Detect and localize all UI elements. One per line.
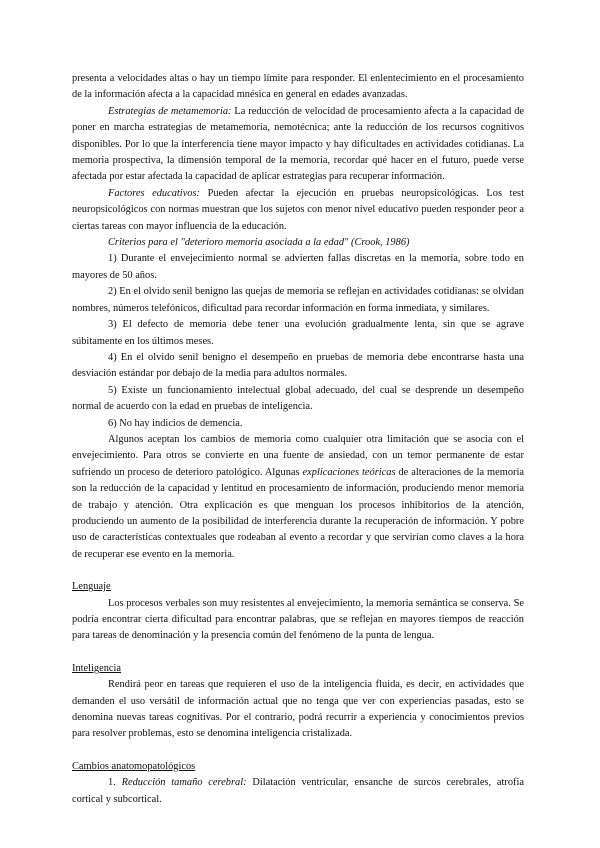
paragraph-lenguaje: Los procesos verbales son muy resistentes al envejecimiento, la memoria semántica se conserva. Se podría encontrar cierta dificultad para encontrar palabras, que se reflejan en mayores tiempos de reacción para tareas de denominación y la presencia común del fenómeno de la punta de lengua. bbox=[72, 597, 524, 642]
criterio-item: 3) El defecto de memoria debe tener una evolución gradualmente lenta, sin que se agrave súbitamente en los últimos meses. bbox=[72, 319, 524, 347]
heading-inteligencia: Inteligencia bbox=[72, 662, 122, 674]
factores-educativos-term: Factores educativos: bbox=[108, 187, 201, 199]
paragraph-cambios bbox=[72, 775, 524, 808]
cambios-text: Dilatación ventricular, ensanche de surcos cerebrales, atrofia cortical y subcortical. bbox=[72, 777, 524, 805]
metamemoria-text: La reducción de velocidad de procesamiento afecta a la capacidad de poner en marcha estrategias de metamemoria, nemotécnica; ante la reducción de los recursos cognitivos disponibles. Por lo que la interferencia tiene mayor impacto y hay dificultades en actividades cotidianas. La memoria prospectiva, la dimensión temporal de la memoria, recordar qué hacer en el futuro, puede verse afectada por estar afectada la capacidad de aplicar estrategias para recuperar información. bbox=[72, 105, 524, 183]
criterio-item: 5) Existe un funcionamiento intelectual global adecuado, del cual se desprende un desempeño normal de acuerdo con la edad en pruebas de inteligencia. bbox=[72, 384, 524, 413]
factores-educativos-text: Pueden afectar la ejecución en pruebas neuropsicológicas. Los test neuropsicológicos con normas muestran que los sujetos con menor nivel educativo pueden responder peor a ciertas tareas con mayor influencia de la educación. bbox=[72, 187, 524, 232]
criterios-title-text: Criterios para el "deterioro memoria asociada a la edad" (Crook, 1986) bbox=[108, 237, 410, 249]
heading-cambios-anatomopatologicos: Cambios anatomopatológicos bbox=[72, 760, 196, 772]
cambios-term: Reducción tamaño cerebral: bbox=[121, 777, 247, 789]
paragraph-metamemoria bbox=[72, 104, 524, 186]
algunos-text-2: de alteraciones de la memoria son la reducción de la capacidad y lentitud en procesamiento de información, produciendo menor memoria de trabajo y atención. Otra explicación es que menguan los procesos inhibitorios de la atención, produciendo un aumento de la posibilidad de interferencia durante la recuperación de información. Y pobre uso de características contextuales que rodeaban al evento a recordar y que servirían como claves a la hora de recuperar ese evento en la memoria. bbox=[72, 466, 524, 560]
criterio-item: 4) En el olvido senil benigno el desempeño en pruebas de memoria debe encontrarse hasta una desviación estándar por debajo de la media para adultos normales. bbox=[72, 351, 524, 380]
cambios-number: 1. bbox=[108, 777, 122, 789]
paragraph-continuation: presenta a velocidades altas o hay un tiempo límite para responder. El enlentecimiento en el procesamiento de la información afecta a la capacidad mnésica en general en edades avanzadas. bbox=[72, 73, 524, 101]
document-body bbox=[72, 71, 524, 808]
metamemoria-term: Estrategias de metamemoria: bbox=[108, 105, 232, 117]
algunos-text-1: Algunos aceptan los cambios de memoria como cualquier otra limitación que se asocia con el envejecimiento. Para otros se convierte en una fuente de ansiedad, con un temor permanente de estar sufriendo un proceso de deterioro patológico. Algunas bbox=[72, 433, 524, 478]
paragraph-algunos bbox=[72, 432, 524, 563]
paragraph-inteligencia: Rendirá peor en tareas que requieren el uso de la inteligencia fluida, es decir, en actividades que demanden el uso versátil de información actual que no tenga que ver con experiencias pasadas, esto se denomina nuevas tareas cognitivas. Por el contrario, podrá recurrir a experiencia y conocimientos previos para resolver problemas, esto se denomina inteligencia cristalizada. bbox=[72, 679, 524, 740]
algunos-term: explicaciones teóricas bbox=[302, 466, 396, 478]
criterio-item: 1) Durante el envejecimiento normal se advierten fallas discretas en la memoria, sobre todo en mayores de 50 años. bbox=[72, 253, 524, 281]
heading-lenguaje: Lenguaje bbox=[72, 581, 111, 593]
paragraph-factores-educativos bbox=[72, 186, 524, 235]
criterio-item: 2) En el olvido senil benigno las quejas de memoria se reflejan en actividades cotidianas: se olvidan nombres, números telefónicos, dificultad para recordar información en forma inmediata, y similares. bbox=[72, 286, 524, 314]
criterios-title bbox=[72, 235, 524, 251]
criterio-item: 6) No hay indicios de demencia. bbox=[108, 417, 243, 429]
